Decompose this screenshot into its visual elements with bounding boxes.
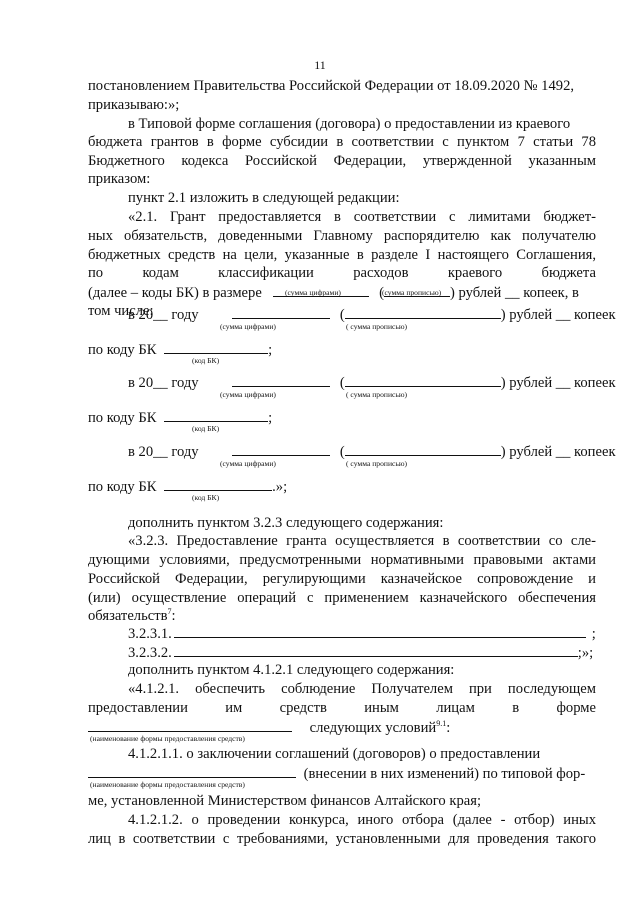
caption: (сумма цифрами) xyxy=(220,459,276,468)
year-row: в 20__ году ( ) рублей __ копеек xyxy=(128,444,616,460)
blank-line[interactable] xyxy=(88,719,292,732)
text-line: том числе: xyxy=(88,303,154,319)
bk-code-row: по коду БК ; xyxy=(88,410,273,426)
text-line: постановлением Правительства Российской Федерации от 18.09.2020 № 1492, xyxy=(88,78,575,94)
text-line: дополнить пунктом 3.2.3 следующего содержания: xyxy=(128,515,444,531)
text-line: лиц в соответствии с требованиями, установленными для проведения такого xyxy=(88,831,596,847)
subitem-row: 3.2.3.1. ; xyxy=(128,626,596,642)
text-line-spread: предоставлении им средств иным лицам в форме xyxy=(88,700,596,716)
caption: ( сумма прописью) xyxy=(346,322,408,331)
text-line: бюджета грантов в форме субсидии в соответствии с пунктом 7 статьи 78 xyxy=(88,134,596,150)
footnote-ref: 7 xyxy=(167,607,172,617)
text-line-amount: (далее – коды БК) в размере ( ) рублей __ копеек, в xyxy=(88,285,579,301)
blank-line[interactable] xyxy=(164,478,272,491)
caption: (код БК) xyxy=(192,424,220,433)
blank-line[interactable] xyxy=(345,374,501,387)
text-line: приказом: xyxy=(88,171,151,187)
caption: (сумма прописью) xyxy=(382,288,442,297)
year-row: в 20__ году ( ) рублей __ копеек xyxy=(128,307,616,323)
text-line: ных обязательств, доведенными Главному распорядителю как получателю xyxy=(88,228,596,244)
text-line: 4.1.2.1.2. о проведении конкурса, иного отбора (далее - отбор) иных xyxy=(128,812,596,828)
blank-line[interactable] xyxy=(345,443,501,456)
caption: (код БК) xyxy=(192,356,220,365)
footnote-ref: 9.1 xyxy=(436,719,447,729)
text-line: дующими условиями, предусмотренными нормативными правовыми актами xyxy=(88,552,596,568)
text-line: «4.1.2.1. обеспечить соблюдение Получателем при последующем xyxy=(128,681,596,697)
blank-line[interactable] xyxy=(345,306,501,319)
text-line: пункт 2.1 изложить в следующей редакции: xyxy=(128,190,400,206)
caption: ( сумма прописью) xyxy=(346,390,408,399)
page-number: 11 xyxy=(314,58,326,72)
text-line: Российской Федерации, регулирующими казначейское сопровождение и xyxy=(88,571,596,587)
text-line: «3.2.3. Предоставление гранта осуществляется в соответствии со сле- xyxy=(128,533,596,549)
bk-code-row: по коду БК ; xyxy=(88,342,273,358)
blank-line[interactable] xyxy=(164,409,268,422)
blank-line[interactable] xyxy=(174,644,578,657)
form-name-row: следующих условий$^{9.1}$: xyxy=(88,719,596,737)
blank-line[interactable] xyxy=(232,306,330,319)
text-line: 4.1.2.1.1. о заключении соглашений (договоров) о предоставлении xyxy=(128,746,541,762)
text-line: обязательств$^7$: xyxy=(88,607,176,624)
subitem-row: 3.2.3.2. ;»; xyxy=(128,645,594,661)
caption: ( сумма прописью) xyxy=(346,459,408,468)
text-line-spread: по кодам классификации расходов краевого бюджета xyxy=(88,265,596,281)
text-line: бюджетных средств на цели, указанные в разделе I настоящего Соглашения, xyxy=(88,247,596,263)
blank-line[interactable] xyxy=(174,625,586,638)
text-line: в Типовой форме соглашения (договора) о предоставлении из краевого xyxy=(128,116,571,132)
blank-line[interactable] xyxy=(232,374,330,387)
caption: (наименование формы предоставления средств) xyxy=(90,780,245,789)
caption: (сумма цифрами) xyxy=(285,288,341,297)
bk-code-row: по коду БК .»; xyxy=(88,479,288,495)
blank-line[interactable] xyxy=(88,765,296,778)
caption: (наименование формы предоставления средств) xyxy=(90,734,245,743)
caption: (сумма цифрами) xyxy=(220,390,276,399)
text-line: (или) осуществление операций с применением казначейского обеспечения xyxy=(88,590,596,606)
text-line: «2.1. Грант предоставляется в соответствии с лимитами бюджет- xyxy=(128,209,596,225)
text-line: дополнить пунктом 4.1.2.1 следующего содержания: xyxy=(128,662,455,678)
caption: (сумма цифрами) xyxy=(220,322,276,331)
form-name-row: (внесении в них изменений) по типовой фор- xyxy=(88,765,596,783)
text-line: Бюджетного кодекса Российской Федерации, утвержденной указанным xyxy=(88,153,596,169)
blank-line[interactable] xyxy=(232,443,330,456)
caption: (код БК) xyxy=(192,493,220,502)
year-row: в 20__ году ( ) рублей __ копеек xyxy=(128,375,616,391)
text-line: приказываю:»; xyxy=(88,97,180,113)
blank-line[interactable] xyxy=(164,341,268,354)
text-line: ме, установленной Министерством финансов Алтайского края; xyxy=(88,793,482,809)
